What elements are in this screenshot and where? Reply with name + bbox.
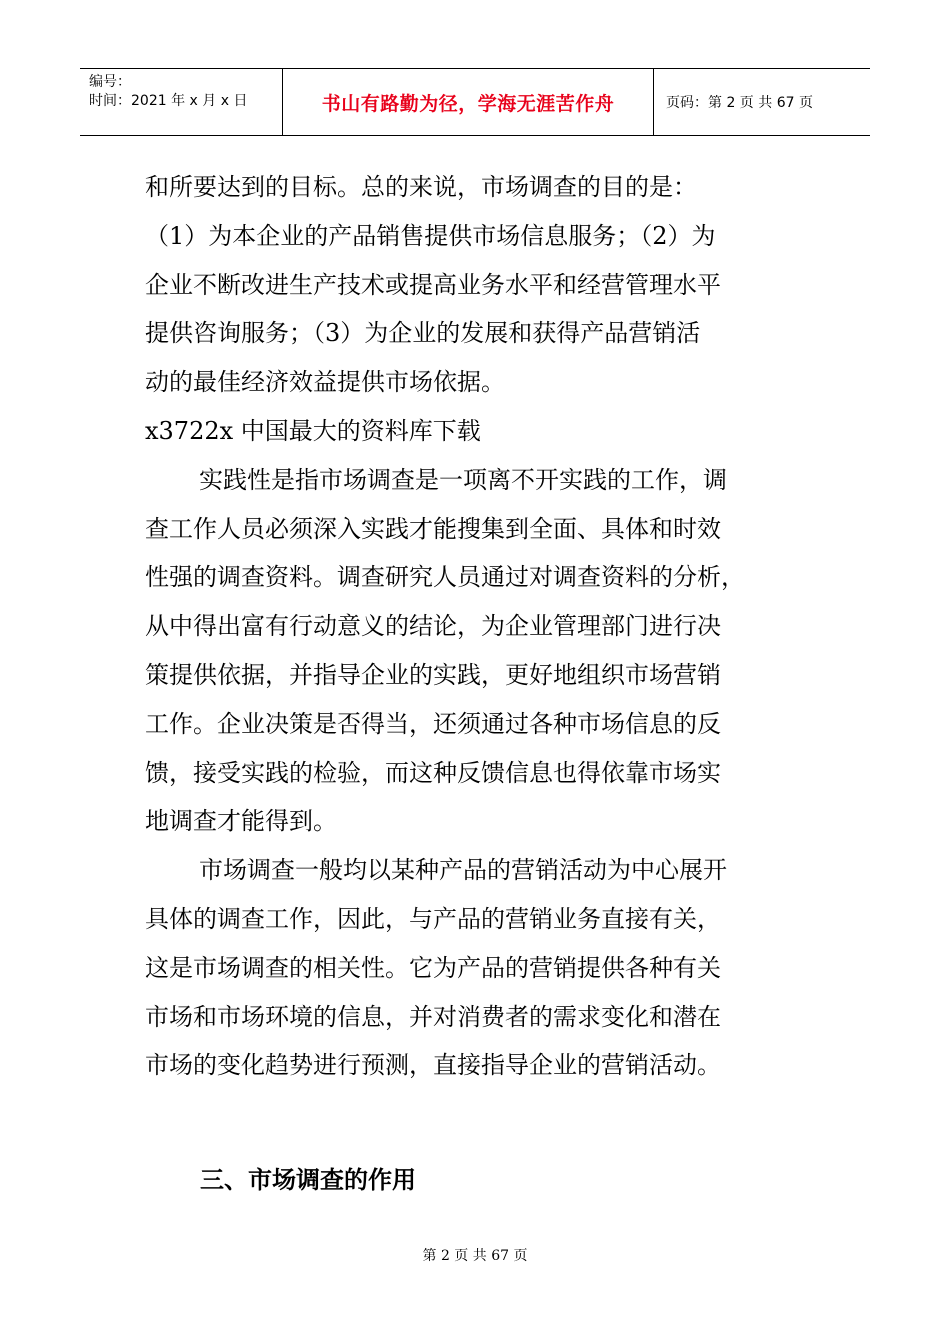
page-header	[80, 68, 870, 136]
body-line: 具体的调查工作，因此，与产品的营销业务直接有关，	[145, 904, 721, 933]
header-meta-cell	[80, 69, 283, 135]
document-number-label: 编号：	[89, 74, 131, 90]
header-motto: 书山有路勤为径，学海无涯苦作舟	[321, 92, 615, 115]
paragraph-first-line: 实践性是指市场调查是一项离不开实践的工作，调	[199, 465, 727, 494]
section-heading: 三、市场调查的作用	[200, 1166, 416, 1194]
body-line: 馈，接受实践的检验，而这种反馈信息也得依靠市场实	[145, 758, 721, 787]
body-line: 策提供依据，并指导企业的实践，更好地组织市场营销	[145, 660, 721, 689]
paragraph-first-line: 市场调查一般均以某种产品的营销活动为中心展开	[199, 856, 727, 885]
page-footer: 第 2 页 共 67 页	[422, 1248, 528, 1264]
header-page-info: 页码：第 2 页 共 67 页	[666, 95, 813, 111]
header-page-cell	[654, 69, 870, 135]
body-line: 动的最佳经济效益提供市场依据。	[145, 368, 505, 397]
document-body	[145, 163, 815, 1090]
body-line: 从中得出富有行动意义的结论，为企业管理部门进行决	[145, 612, 721, 641]
body-line: x3722x 中国最大的资料库下载	[145, 416, 481, 445]
body-line: 提供咨询服务；（3）为企业的发展和获得产品营销活	[145, 319, 701, 348]
body-line: 市场和市场环境的信息，并对消费者的需求变化和潜在	[145, 1002, 721, 1031]
document-date-label: 时间：2021 年 x 月 x 日	[89, 93, 248, 109]
header-motto-cell	[283, 69, 654, 135]
body-line: 市场的变化趋势进行预测，直接指导企业的营销活动。	[145, 1051, 721, 1080]
body-line: 和所要达到的目标。总的来说，市场调查的目的是：	[145, 173, 697, 201]
body-line: 工作。企业决策是否得当，还须通过各种市场信息的反	[145, 709, 721, 738]
body-line: 查工作人员必须深入实践才能搜集到全面、具体和时效	[145, 514, 721, 543]
body-line: 这是市场调查的相关性。它为产品的营销提供各种有关	[145, 953, 721, 982]
body-line: 地调查才能得到。	[145, 807, 337, 836]
body-line: 企业不断改进生产技术或提高业务水平和经营管理水平	[145, 270, 721, 299]
body-line: （1）为本企业的产品销售提供市场信息服务；（2）为	[145, 221, 716, 250]
body-line: 性强的调查资料。调查研究人员通过对调查资料的分析，	[145, 563, 745, 592]
